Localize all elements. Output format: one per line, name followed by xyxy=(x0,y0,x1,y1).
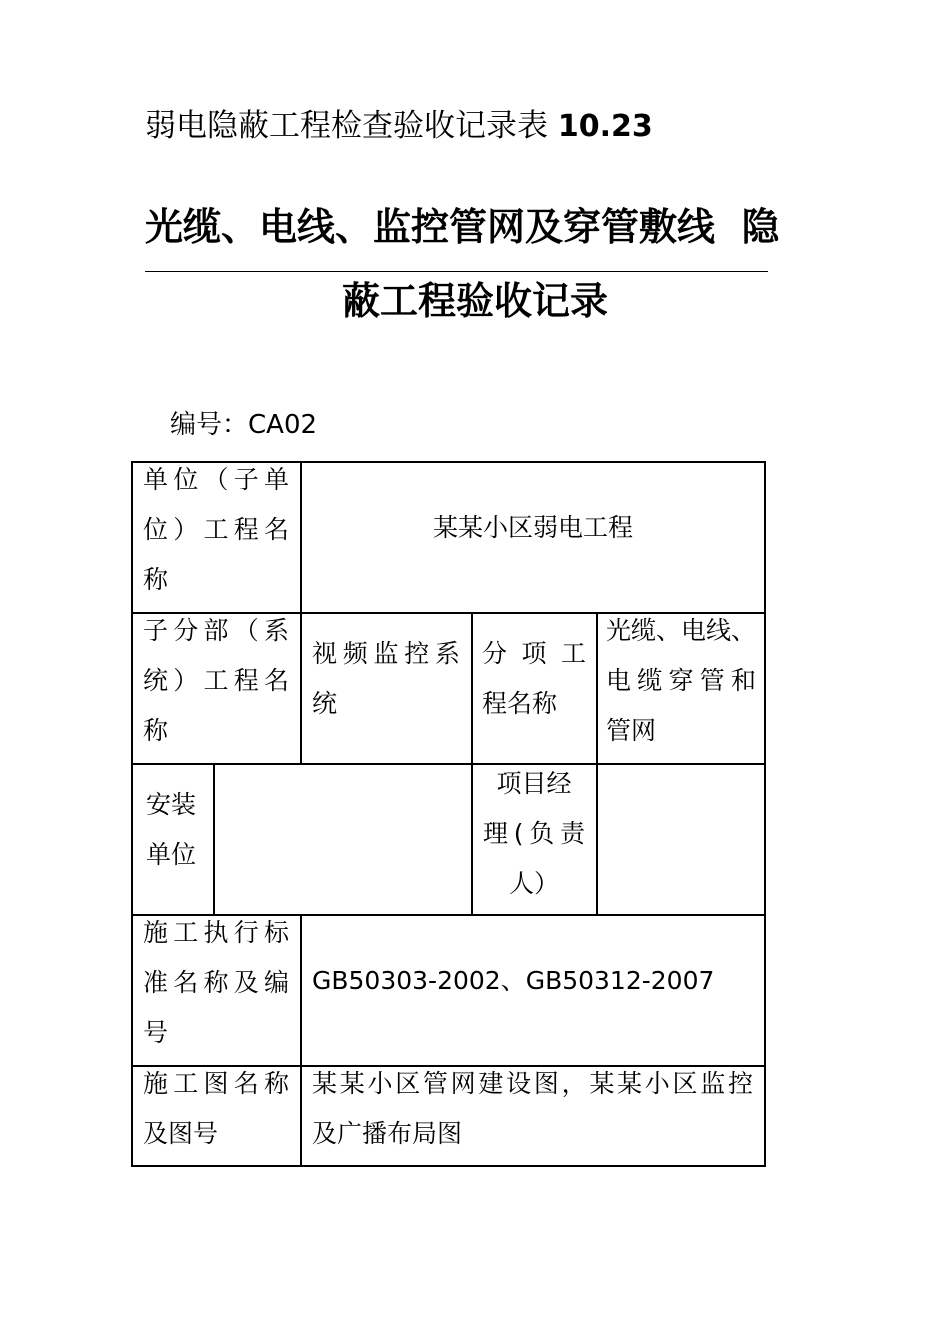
label-line: 项目经 xyxy=(496,769,572,798)
label-line: 安装 xyxy=(146,790,197,819)
value-line: 统 xyxy=(312,689,338,718)
value-line: 及广播布局图 xyxy=(312,1119,463,1148)
drawing-name-value xyxy=(312,1059,753,1159)
document-title xyxy=(145,104,653,149)
drawing-name-label xyxy=(143,1059,289,1159)
label-line: 及图号 xyxy=(143,1119,219,1148)
document-title-number: 10.23 xyxy=(557,109,653,144)
label-line: 程名称 xyxy=(482,689,558,718)
construction-standard-label xyxy=(143,908,289,1058)
unit-project-name-label xyxy=(143,455,289,605)
label-line: 施工图名称 xyxy=(143,1069,289,1098)
label-line: 称 xyxy=(143,716,169,745)
label-line: 统）工程名 xyxy=(143,666,289,695)
label-line: 子分部（系 xyxy=(143,616,289,645)
label-line: 位）工程名 xyxy=(143,515,289,544)
value-line: 光缆、电线、 xyxy=(606,616,757,645)
label-line: 人） xyxy=(508,869,559,898)
label-line: 分 项 工 xyxy=(482,639,586,668)
record-heading-line-2: 蔽工程验收记录 xyxy=(341,279,608,323)
project-manager-label xyxy=(474,759,594,909)
label-line: 单位（子单 xyxy=(143,465,289,494)
unit-project-name-value: 某某小区弱电工程 xyxy=(432,513,633,542)
value-line: 某某小区管网建设图，某某小区监控 xyxy=(312,1069,753,1098)
acceptance-record-table xyxy=(131,461,766,1167)
label-line: 称 xyxy=(143,565,169,594)
table-column-divider xyxy=(471,612,473,914)
heading-divider xyxy=(145,271,768,272)
value-line: 管网 xyxy=(606,716,657,745)
table-row-divider xyxy=(133,763,764,765)
label-line: 施工执行标 xyxy=(143,918,289,947)
document-title-text: 弱电隐蔽工程检查验收记录表 xyxy=(145,108,548,144)
label-line: 准名称及编 xyxy=(143,968,289,997)
record-heading-line-1: 光缆、电线、监控管网及穿管敷线 隐 xyxy=(145,205,780,249)
document-number: 编号：CA02 xyxy=(170,410,318,440)
subsystem-name-value xyxy=(312,629,460,729)
sub-item-name-label xyxy=(482,629,586,729)
installation-unit-label xyxy=(146,780,210,880)
label-line: 单位 xyxy=(146,840,197,869)
subsystem-name-label xyxy=(143,606,289,756)
value-line: 电缆穿管和 xyxy=(606,666,756,695)
label-line: 理(负责 xyxy=(483,819,585,848)
value-line: 视频监控系 xyxy=(312,639,460,668)
table-column-divider xyxy=(300,914,302,1167)
construction-standard-value: GB50303-2002、GB50312-2007 xyxy=(312,966,715,995)
sub-item-name-value xyxy=(606,606,756,756)
label-line: 号 xyxy=(143,1018,169,1047)
table-column-divider xyxy=(213,763,215,914)
table-column-divider xyxy=(596,612,598,914)
